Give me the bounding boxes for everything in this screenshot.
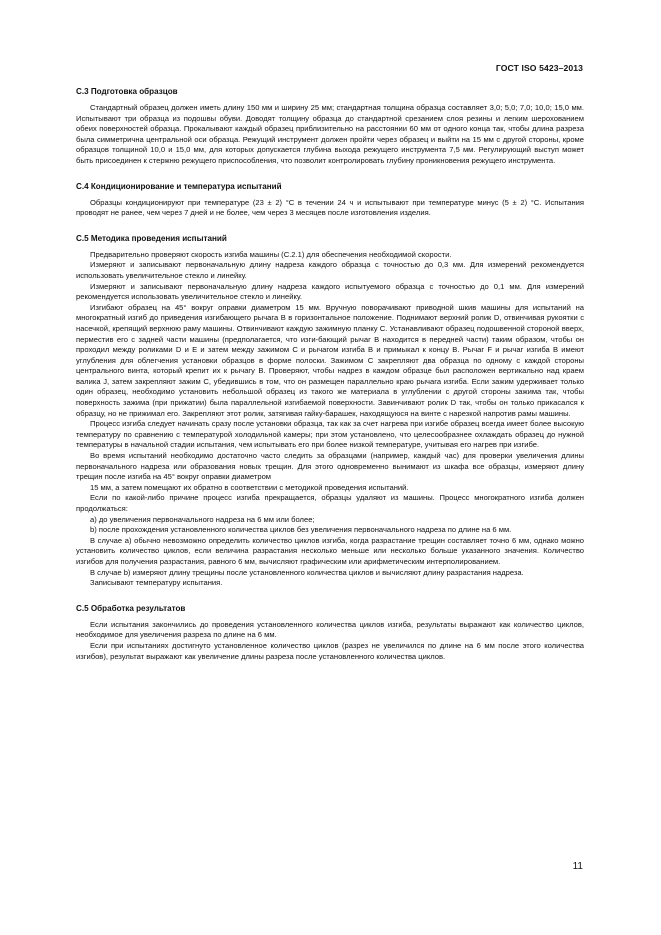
paragraph: Измеряют и записывают первоначальную длину надреза каждого испытуемого образца с точностью до 0,1 мм. Для измерений рекомендуется использовать увеличительное стекло и линейку. (76, 281, 584, 302)
paragraph: Измеряют и записывают первоначальную длину надреза каждого образца с точностью до 0,3 мм. Для измерений рекомендуется использовать увеличительное стекло и линейку. (76, 260, 584, 280)
page-header-standard: ГОСТ ISO 5423–2013 (495, 63, 583, 73)
paragraph: Процесс изгиба следует начинать сразу после установки образца, так как за счет нагрева при изгибе образец всегда имеет более высокую температуру по сравнению с температурой холодильной камеры; при этом установлено, что целесообразнее охлаждать образец до нужной температуры в начальной стадии испытания, чем испытывать его при более низкой температуре, учитывая его нагрев при изгибе. (76, 419, 584, 450)
list-item-a: а) до увеличения первоначального надреза на 6 мм или более; (90, 514, 315, 524)
section-title-c5-results: С.5 Обработка результатов (76, 603, 186, 613)
paragraph: В случае b) измеряют длину трещины после установленного количества циклов и вычисляют длину разрастания надреза. (90, 567, 524, 577)
list-item-b: b) после прохождения установленного количества циклов без увеличения первоначального надреза по длине на 6 мм. (90, 525, 512, 535)
paragraph: Изгибают образец на 45° вокруг оправки диаметром 15 мм. Вручную поворачивают приводной шкив машины для испытаний на многократный изгиб до приведения изгибающего рычага В в горизонтальное положение. Поднимают верхний ролик D, отвинчивая рукоятки с насечкой, крепящий верхнюю раму машины. Отвинчивают каждую зажимную планку С. Устанавливают образец подошвенной стороной вверх, перместив его с задней части машины (предполагается, что изги-бающий рычаг В находится в передней части) таким образом, чтобы он проходил между роликами D и Е и затем между зажимом С и рычагом изгиба В и примыкал к концу В. Рычаг F и рычаг изгиба В имеют углубления для облегчения установки образцов в форме полоски. Зажимом С закрепляют два образца по одному с каждой стороны центрального винта, который крепит их к рычагу В. Проверяют, чтобы надрез в каждом образце был расположен вертикально над краем валика J, затем закрепляют зажим С, убедившись в том, что он размещен параллельно краю рычага изгиба. Если зажим удерживает только один образец, необходимо установить небольшой образец из такого же материала в углублении с другой стороны зажима так, чтобы поверхность зажима (при прижатии) была параллельной изгибаемой поверхности. Завинчивают ролик D так, чтобы он только прикасался к образцу, но не прижимал его. Закрепляют этот ролик, затягивая гайку-барашек, находящуюся на винте с нарезкой напротив рамы машины. (76, 302, 584, 418)
section-title-c4: С.4 Кондиционирование и температура испытаний (76, 181, 282, 191)
section-title-c5-method: С.5 Методика проведения испытаний (76, 233, 227, 243)
page-number: 11 (572, 861, 583, 872)
paragraph: Предварительно проверяют скорость изгиба машины (С.2.1) для обеспечения необходимой скорости. (90, 249, 452, 259)
paragraph: Стандартный образец должен иметь длину 150 мм и ширину 25 мм; стандартная толщина образца составляет 3,0; 5,0; 7,0; 10,0; 15,0 мм. Испытывают три образца из подошвы обуви. Доводят толщину образца до стандартной срезанием слоя резины и легким шерохованием обеих поверхностей образца. Прокалывают каждый образец приблизительно на расстоянии 60 мм от одного конца так, чтобы длина разреза была симметрична центральной оси образца. Режущий инструмент должен пройти через образец и выйти на 15 мм с другой стороны, кроме образцов толщиной 10,0 и 15,0 мм, для которых допускается глубина выхода режущего инструмента 7,5 мм. Регулирующий выступ может быть присоединен к стержню режущего приспособления, что позволит контролировать глубину проникновения режущего инструмента. (76, 103, 584, 165)
paragraph: В случае а) обычно невозможно определить количество циклов изгиба, когда разрастание трещин составляет точно 6 мм, однако можно установить количество циклов, если величина разрастания несколько меньше или несколько больше указанного значения. Количество изгибов для получения разрастания, равного 6 мм, вычисляют графическим или арифметическим интерполированием. (76, 535, 584, 566)
paragraph: Записывают температуру испытания. (90, 578, 223, 588)
section-title-c3: С.3 Подготовка образцов (76, 87, 178, 96)
paragraph: Если испытания закончились до проведения установленного количества циклов изгиба, результаты выражают как количество циклов, необходимое для увеличения разреза по длине на 6 мм. (76, 619, 584, 640)
paragraph: 15 мм, а затем помещают их обратно в соответствии с методикой проведения испытаний. (90, 482, 409, 492)
paragraph: Образцы кондиционируют при температуре (23 ± 2) °С в течении 24 ч и испытывают при температуре минус (5 ± 2) °С. Испытания проводят не ранее, чем через 7 дней и не более, чем через 3 месяцев после изготовления изделия. (76, 197, 584, 218)
paragraph: Если по какой-либо причине процесс изгиба прекращается, образцы удаляют из машины. Процесс многократного изгиба должен продолжаться: (76, 493, 584, 513)
paragraph: Во время испытаний необходимо достаточно часто следить за образцами (например, каждый час) для проверки увеличения длины первоначального надреза или образования новых трещин. Для этого одновременно вынимают из шкафа все образцы, измеряют длину трещин после изгиба на 45° вокруг оправки диаметром (76, 451, 584, 482)
page-content (76, 86, 584, 662)
paragraph: Если при испытаниях достигнуто установленное количество циклов (разрез не увеличился по длине на 6 мм после этого количества изгибов), результат выражают как увеличение длины разреза после установленного количества циклов. (76, 640, 584, 661)
